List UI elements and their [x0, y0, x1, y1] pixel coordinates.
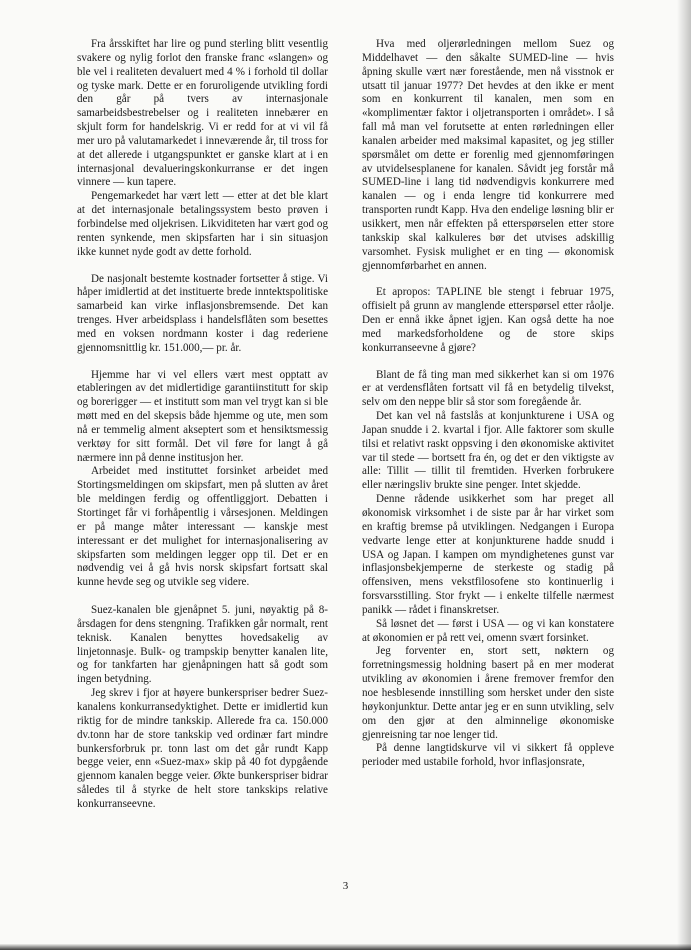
- paragraph: Jeg forventer en, stort sett, nøktern og forretningsmessig holdning basert på en mer moderat utvikling av økonomien i årene fremover fremfor den noe hesblesende innstilling som hersket under den siste høykonjunktur. Dette antar jeg er en sunn utvikling, selv om den gjør at den alminnelige økonomiske gjenreisning tar noe lenger tid.: [362, 645, 614, 741]
- paragraph: Denne rådende usikkerhet som har preget all økonomisk virksomhet i de siste par år har virket som en kraftig bremse på utviklingen. Nedgangen i Europa vedvarte lenge etter at konjunkturene hadde snudd i USA og Japan. I kampen om myndighetenes gunst var inflasjonsbekjemperne de sterkeste og stadig på offensiven, mens vekstfilosofene sto kontinuerlig i forsvarsstilling. Stor frykt — i enkelte tilfelle nærmest panikk — rådet i finanskretser.: [362, 493, 614, 616]
- paragraph: Det kan vel nå fastslås at konjunkturene i USA og Japan snudde i 2. kvartal i fjor. Alle faktorer som skulle tilsi et relativt raskt oppsving i den økonomiske aktivitet var til stede — bortsett fra én, og det er den viktigste av alle: Tillit — tillit til fremtiden. Hverken forbrukere eller næringsliv brukte sine penger. Intet skjedde.: [362, 410, 614, 492]
- paragraph: På denne langtidskurve vil vi sikkert få oppleve perioder med ustabile forhold, hvor inflasjonsrate,: [362, 742, 614, 769]
- left-column: [77, 38, 328, 812]
- paragraph: De nasjonalt bestemte kostnader fortsetter å stige. Vi håper imidlertid at det instituerte brede inntektspolitiske samarbeid kan virke inflasjonsbremsende. Det kan trenges. Hver arbeidsplass i handelsflåten som besettes med en voksen nordmann koster i dag rederiene gjennomsnittlig kr. 151.000,— pr. år.: [77, 272, 328, 354]
- paragraph: Arbeidet med instituttet forsinket arbeidet med Stortingsmeldingen om skipsfart, men på slutten av året ble meldingen ferdig og offentliggjort. Debatten i Stortinget får vi forhåpentlig i vårsesjonen. Meldingen er på mange måter interessant — kanskje mest interessant er det mulighet for internasjonalisering av skipsfarten som meldingen legger opp til. Det er en nødvendig vei å gå hvis norsk skipsfart fortsatt skal kunne hevde seg og utvikle seg videre.: [77, 465, 328, 589]
- paragraph: Et apropos: TAPLINE ble stengt i februar 1975, offisielt på grunn av manglende etterspørsel etter råolje. Den er ennå ikke åpnet igjen. Kan også dette ha noe med markedsforholdene og de store skips konkurranseevne å gjøre?: [362, 286, 614, 354]
- paragraph: Suez-kanalen ble gjenåpnet 5. juni, nøyaktig på 8-årsdagen for dens stengning. Trafikken går normalt, rent teknisk. Kanalen benyttes hovedsakelig av linjetonnasje. Bulk- og trampskip benytter kanalen lite, og for tankfarten har gjenåpningen hatt så godt som ingen betydning.: [77, 604, 328, 686]
- right-column: [362, 38, 614, 770]
- page-edge-shadow: [677, 0, 691, 950]
- paragraph: Jeg skrev i fjor at høyere bunkerspriser bedrer Suez-kanalens konkurransedyktighet. Dette er imidlertid kun riktig for de mindre tankskip. Allerede fra ca. 150.000 dv.tonn har de store tankskip ved ordinær fart mindre bunkersforbruk pr. tonn last om det går rundt Kapp begge veier, enn «Suez-max» skip på 40 fot dypgående gjennom kanalen begge veier. Økte bunkerspriser bidrar således til å styrke de helt store tankskips relative konkurranseevne.: [77, 687, 328, 810]
- paragraph: Hva med oljerørledningen mellom Suez og Middelhavet — den såkalte SUMED-line — hvis åpning skulle vært nær forestående, men nå visstnok er utsatt til januar 1977? Det hevdes at den ikke er ment som en konkurrent til kanalen, men som en «komplimentær faktor i oljetransporten i området». I så fall må man vel forutsette at enten rørledningen eller kanalen arbeider med maksimal kapasitet, og jeg stiller spørsmålet om dette er forenlig med gjennomføringen av utvidelsesplanene for kanalen. Såvidt jeg forstår må SUMED-line i lang tid nødvendigvis konkurrere med kanalen — og i enda lengre tid konkurrere med transporten rundt Kapp. Hva den endelige løsning blir er usikkert, men når effekten på etterspørselen etter store tankskip skal kalkuleres bør det utvises adskillig varsomhet. Fysisk mulighet er en ting — økonomisk gjennomførbarhet en annen.: [362, 38, 614, 272]
- paragraph: Fra årsskiftet har lire og pund sterling blitt vesentlig svakere og nylig forlot den franske franc «slangen» og ble vel i realiteten devaluert med 4 % i forhold til dollar og tyske mark. Dette er en foruroligende utvikling fordi den går på tvers av internasjonale samarbeidsbestrebelser og i realiteten innebærer en skjult form for handelskrig. Vi er redd for at vi vil få mer uro på valutamarkedet i inneværende år, til tross for at det allerede i utgangspunktet er ganske klart at i en internasjonal devalueringskonkurranse er det ingen vinnere — kun tapere.: [77, 38, 328, 189]
- paragraph: Pengemarkedet har vært lett — etter at det ble klart at det internasjonale betalingssystem besto prøven i forbindelse med oljekrisen. Likviditeten har vært god og renten synkende, men skipsfarten har i sin situasjon ikke kunnet nyde godt av dette forhold.: [77, 190, 328, 258]
- scan-bottom-edge: [0, 944, 691, 950]
- paragraph: Blant de få ting man med sikkerhet kan si om 1976 er at verdensflåten fortsatt vil få en betydelig tilvekst, selv om den neppe blir så stor som foregående år.: [362, 368, 614, 409]
- paragraph: Så løsnet det — først i USA — og vi kan konstatere at økonomien er på rett vei, omenn svært forsinket.: [362, 617, 614, 644]
- paragraph: Hjemme har vi vel ellers vært mest opptatt av etableringen av det midlertidige garantiinstitutt for skip og borerigger — et institutt som man vel trygt kan si ble møtt med en del skepsis både hjemme og ute, men som nå er temmelig alment akseptert som et hensiktsmessig verktøy for sitt formål. Det vil føre for langt å gå nærmere inn på denne institusjon her.: [77, 368, 328, 464]
- page-number: 3: [342, 880, 349, 892]
